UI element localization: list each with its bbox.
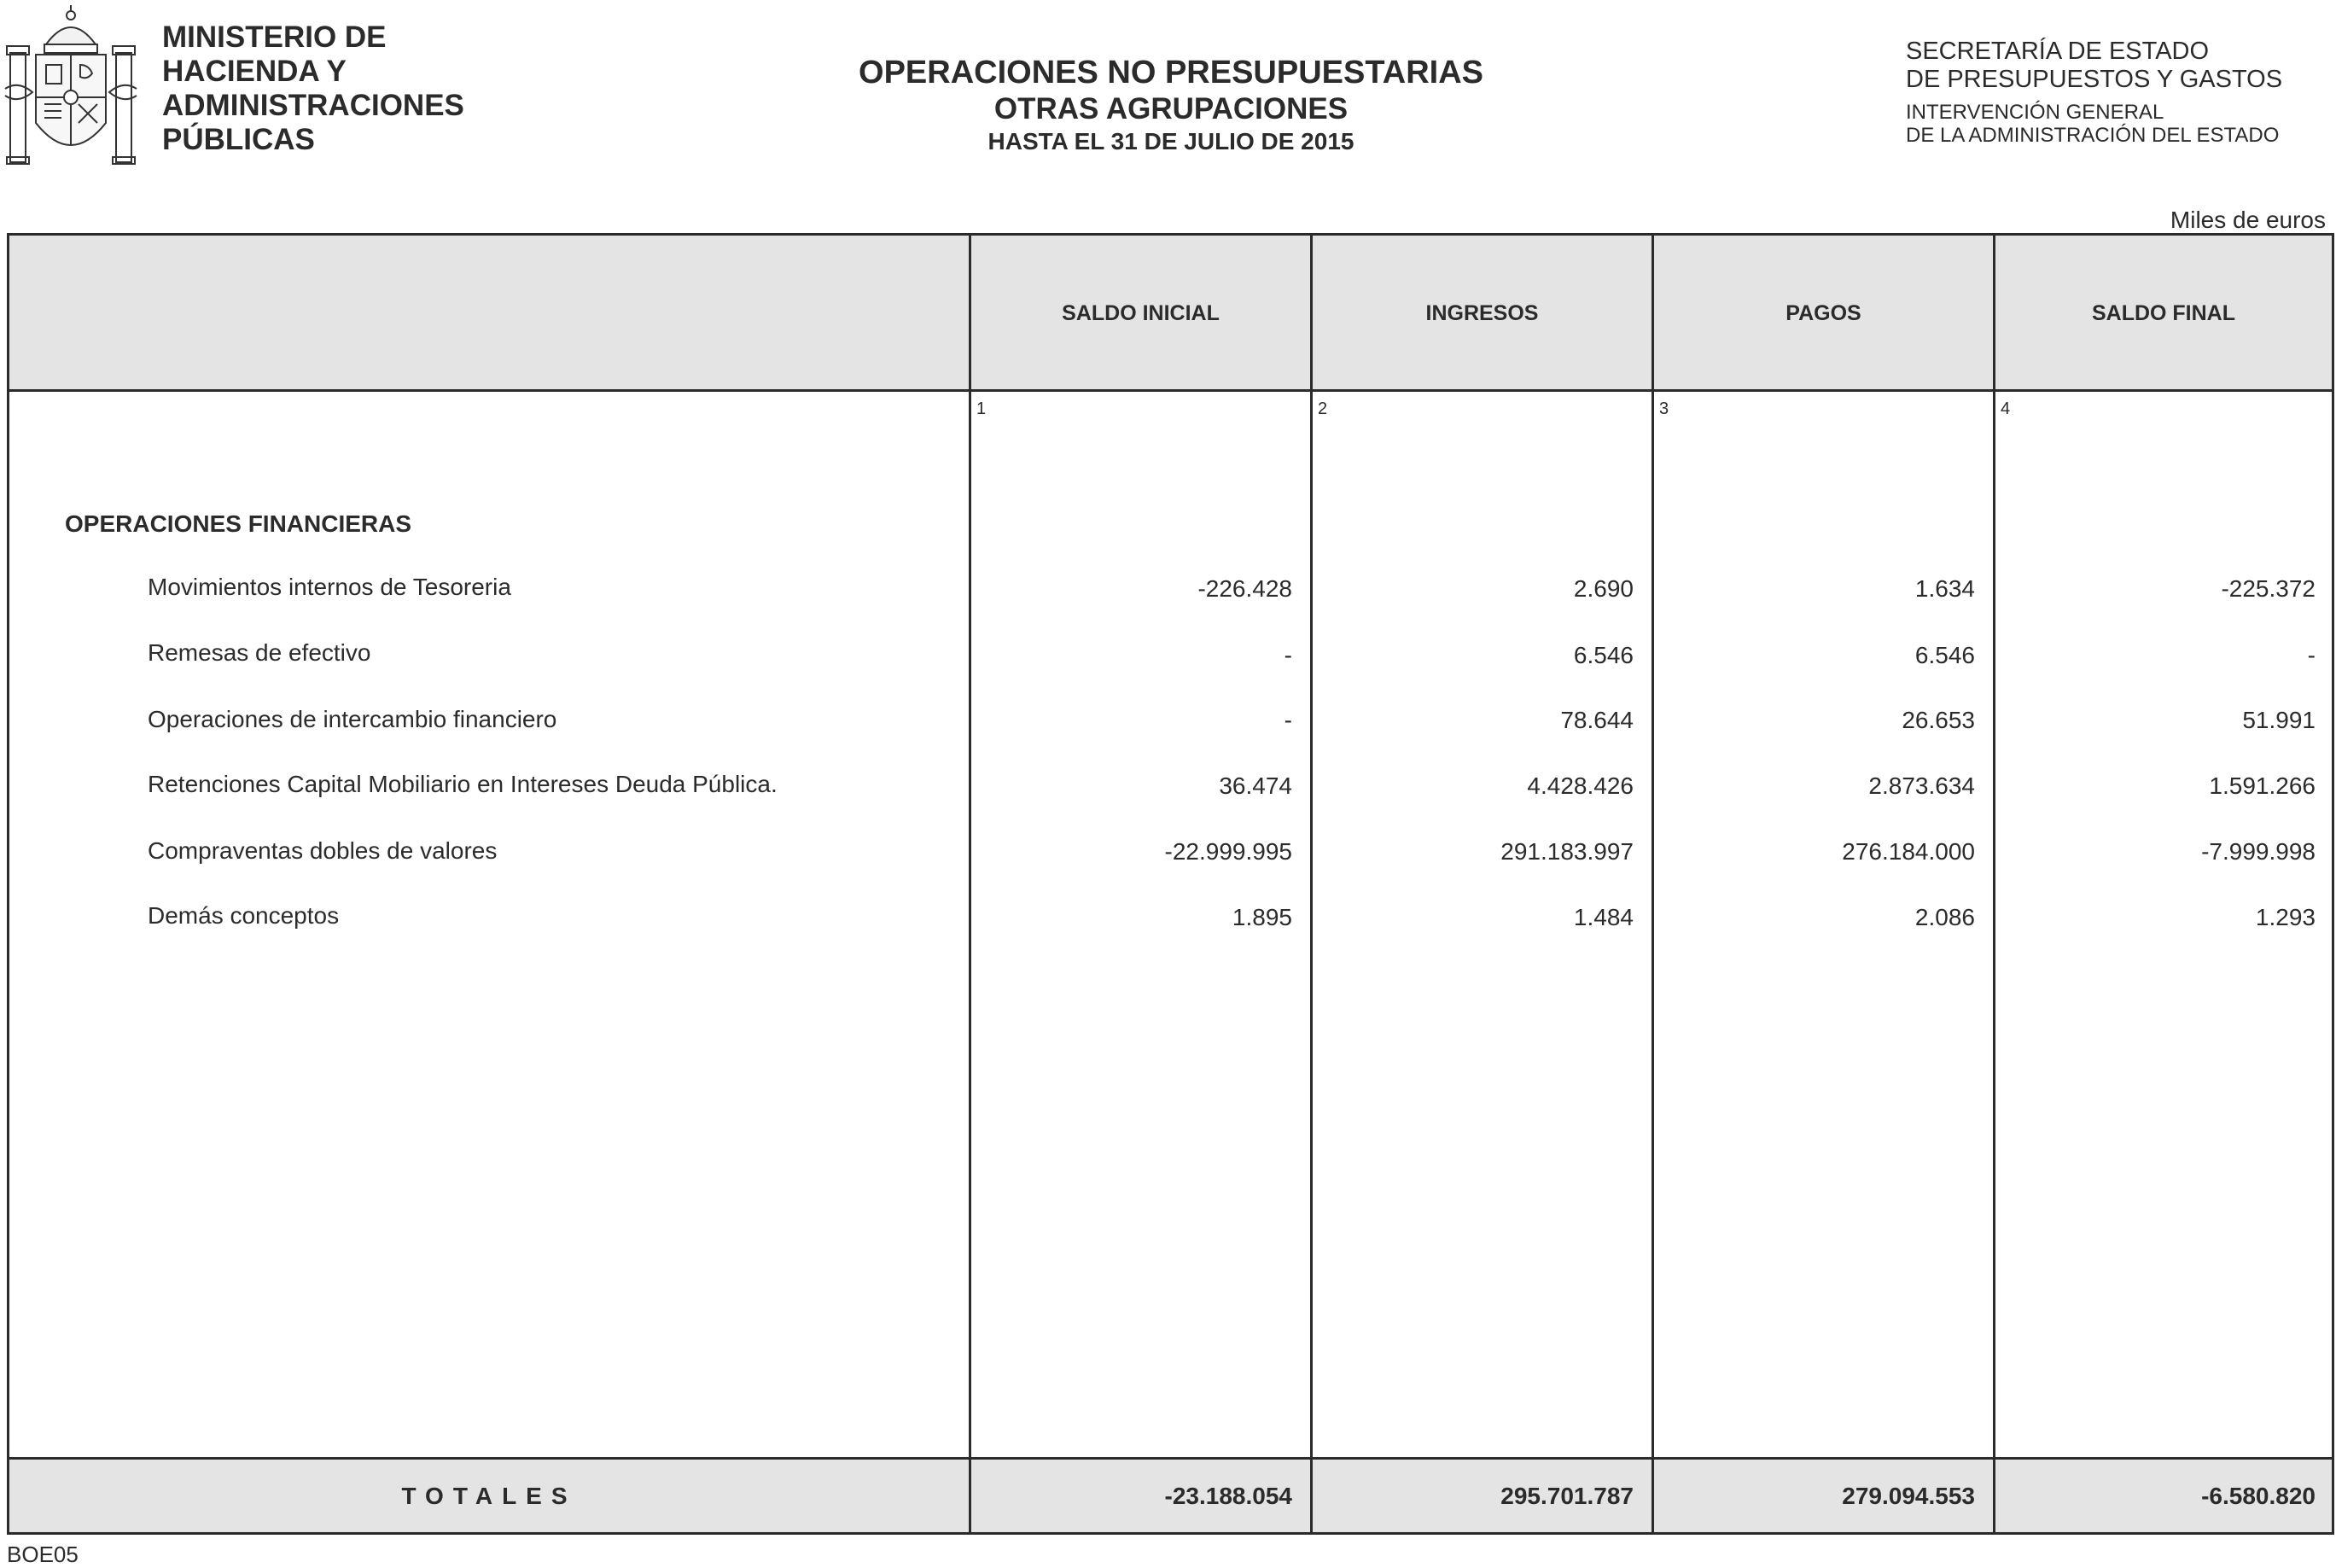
column-divider [1310, 236, 1313, 1532]
total-cell: 279.094.553 [1842, 1483, 1975, 1509]
table-cell: 2.873.634 [1868, 772, 1975, 799]
table-cell: 51.991 [2242, 707, 2316, 733]
ministry-line: ADMINISTRACIONES [162, 89, 464, 122]
ministry-line: MINISTERIO DE [162, 20, 387, 54]
table-cell: -7.999.998 [2201, 838, 2316, 865]
totals-label: TOTALES [401, 1482, 577, 1509]
total-cell: -6.580.820 [2201, 1483, 2316, 1509]
intervencion-line: INTERVENCIÓN GENERAL [1906, 101, 2164, 124]
footer-code: BOE05 [7, 1542, 79, 1567]
row-label: Retenciones Capital Mobiliario en Intereses Deuda Pública. [148, 771, 778, 797]
data-table [7, 233, 2334, 1535]
table-cell: 1.484 [1573, 904, 1634, 930]
report-date: HASTA EL 31 DE JULIO DE 2015 [987, 128, 1354, 154]
secretaria-line: SECRETARÍA DE ESTADO [1906, 38, 2210, 65]
report-title-block [768, 53, 1574, 157]
table-cell: 1.634 [1914, 575, 1975, 602]
row-label: Demás conceptos [148, 902, 340, 929]
column-header-saldo-final: SALDO FINAL [2091, 301, 2236, 325]
table-cell: 1.591.266 [2209, 772, 2316, 799]
table-cell: 6.546 [1914, 642, 1975, 668]
table-cell: -225.372 [2221, 575, 2316, 602]
column-header-pagos: PAGOS [1785, 301, 1861, 325]
table-cell: 4.428.426 [1527, 772, 1634, 799]
table-cell: - [2307, 642, 2316, 668]
row-label: Remesas de efectivo [148, 639, 371, 666]
table-cell: 2.690 [1573, 575, 1634, 602]
units-label: Miles de euros [2170, 207, 2326, 233]
secretaria-block [1906, 38, 2282, 147]
report-title: OPERACIONES NO PRESUPUESTARIAS [859, 55, 1483, 90]
column-header-saldo-inicial: SALDO INICIAL [1062, 301, 1220, 325]
table-cell: - [1284, 707, 1292, 733]
table-cell: - [1284, 642, 1292, 668]
table-cell: 1.895 [1232, 904, 1292, 930]
ministry-name [162, 20, 464, 157]
intervencion-line: DE LA ADMINISTRACIÓN DEL ESTADO [1906, 124, 2280, 147]
column-number: 2 [1318, 399, 1328, 418]
column-divider [1993, 236, 1995, 1532]
table-cell: 36.474 [1219, 772, 1292, 799]
row-label: Compraventas dobles de valores [148, 837, 498, 864]
total-cell: 295.701.787 [1500, 1483, 1634, 1509]
column-number: 4 [2001, 399, 2011, 418]
table-cell: 291.183.997 [1500, 838, 1634, 865]
column-divider [969, 236, 971, 1532]
column-number: 3 [1659, 399, 1669, 418]
ministry-line: HACIENDA Y [162, 55, 347, 88]
table-cell: 78.644 [1560, 707, 1634, 733]
table-cell: -22.999.995 [1164, 838, 1292, 865]
coat-of-arms-logo [3, 3, 138, 167]
table-cell: 276.184.000 [1842, 838, 1975, 865]
table-cell: 1.293 [2255, 904, 2316, 930]
total-cell: -23.188.054 [1164, 1483, 1292, 1509]
report-subtitle: OTRAS AGRUPACIONES [993, 92, 1349, 125]
ministry-line: PÚBLICAS [162, 123, 315, 156]
table-cell: 6.546 [1573, 642, 1634, 668]
table-cell: 2.086 [1914, 904, 1975, 930]
row-label: Operaciones de intercambio financiero [148, 706, 557, 732]
row-label: Movimientos internos de Tesoreria [148, 574, 511, 600]
table-cell: 26.653 [1902, 707, 1975, 733]
section-title: OPERACIONES FINANCIERAS [65, 510, 412, 537]
column-number: 1 [976, 399, 987, 418]
secretaria-line: DE PRESUPUESTOS Y GASTOS [1906, 66, 2283, 93]
table-cell: -226.428 [1197, 575, 1292, 602]
column-header-ingresos: INGRESOS [1425, 301, 1539, 325]
column-divider [1652, 236, 1654, 1532]
